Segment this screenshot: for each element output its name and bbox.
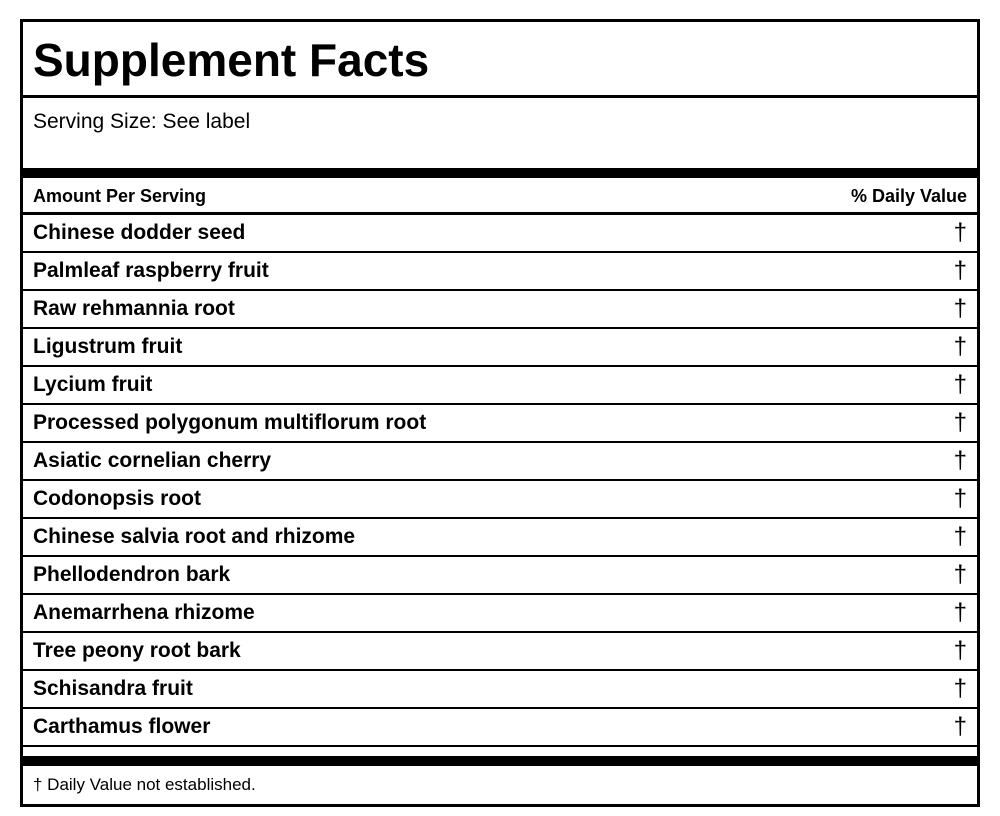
ingredient-row (23, 253, 977, 291)
title-band (23, 22, 977, 98)
dagger-daily-value: † (953, 447, 967, 474)
column-header-row (23, 178, 977, 215)
ingredient-row (23, 519, 977, 557)
ingredient-row (23, 215, 977, 253)
ingredient-row (23, 443, 977, 481)
thick-divider-bottom (23, 756, 977, 766)
supplement-facts-panel (20, 19, 980, 807)
ingredient-name: Phellodendron bark (33, 563, 231, 586)
ingredient-row (23, 633, 977, 671)
dagger-daily-value: † (953, 485, 967, 512)
ingredient-list (23, 215, 977, 747)
ingredient-name: Codonopsis root (33, 487, 201, 510)
dagger-daily-value: † (953, 333, 967, 360)
ingredient-name: Asiatic cornelian cherry (33, 449, 272, 472)
ingredient-name: Lycium fruit (33, 373, 153, 396)
daily-value-header: % Daily Value (850, 186, 967, 206)
ingredient-name: Raw rehmannia root (33, 297, 235, 320)
dagger-daily-value: † (953, 409, 967, 436)
dagger-daily-value: † (953, 219, 967, 246)
serving-size: Serving Size: See label (33, 110, 251, 133)
ingredient-row (23, 405, 977, 443)
footnote: † Daily Value not established. (33, 775, 256, 794)
thick-divider-top (23, 168, 977, 178)
ingredient-name: Ligustrum fruit (33, 335, 183, 358)
dagger-daily-value: † (953, 637, 967, 664)
ingredient-name: Chinese salvia root and rhizome (33, 525, 356, 548)
ingredient-name: Palmleaf raspberry fruit (33, 259, 269, 282)
ingredient-row (23, 671, 977, 709)
ingredient-name: Tree peony root bark (33, 639, 241, 662)
ingredient-name: Schisandra fruit (33, 677, 193, 700)
dagger-daily-value: † (953, 371, 967, 398)
dagger-daily-value: † (953, 675, 967, 702)
ingredient-row (23, 291, 977, 329)
ingredient-row (23, 481, 977, 519)
ingredient-row (23, 557, 977, 595)
dagger-daily-value: † (953, 295, 967, 322)
ingredient-row (23, 367, 977, 405)
ingredient-name: Anemarrhena rhizome (33, 601, 255, 624)
dagger-daily-value: † (953, 599, 967, 626)
dagger-daily-value: † (953, 257, 967, 284)
dagger-daily-value: † (953, 561, 967, 588)
panel-title: Supplement Facts (33, 34, 430, 86)
ingredient-name: Processed polygonum multiflorum root (33, 411, 427, 434)
dagger-daily-value: † (953, 713, 967, 740)
dagger-daily-value: † (953, 523, 967, 550)
ingredient-name: Carthamus flower (33, 715, 211, 738)
ingredient-name: Chinese dodder seed (33, 221, 246, 244)
ingredient-row (23, 329, 977, 367)
ingredient-row (23, 595, 977, 633)
amount-per-serving-header: Amount Per Serving (33, 186, 207, 206)
ingredient-row (23, 709, 977, 747)
